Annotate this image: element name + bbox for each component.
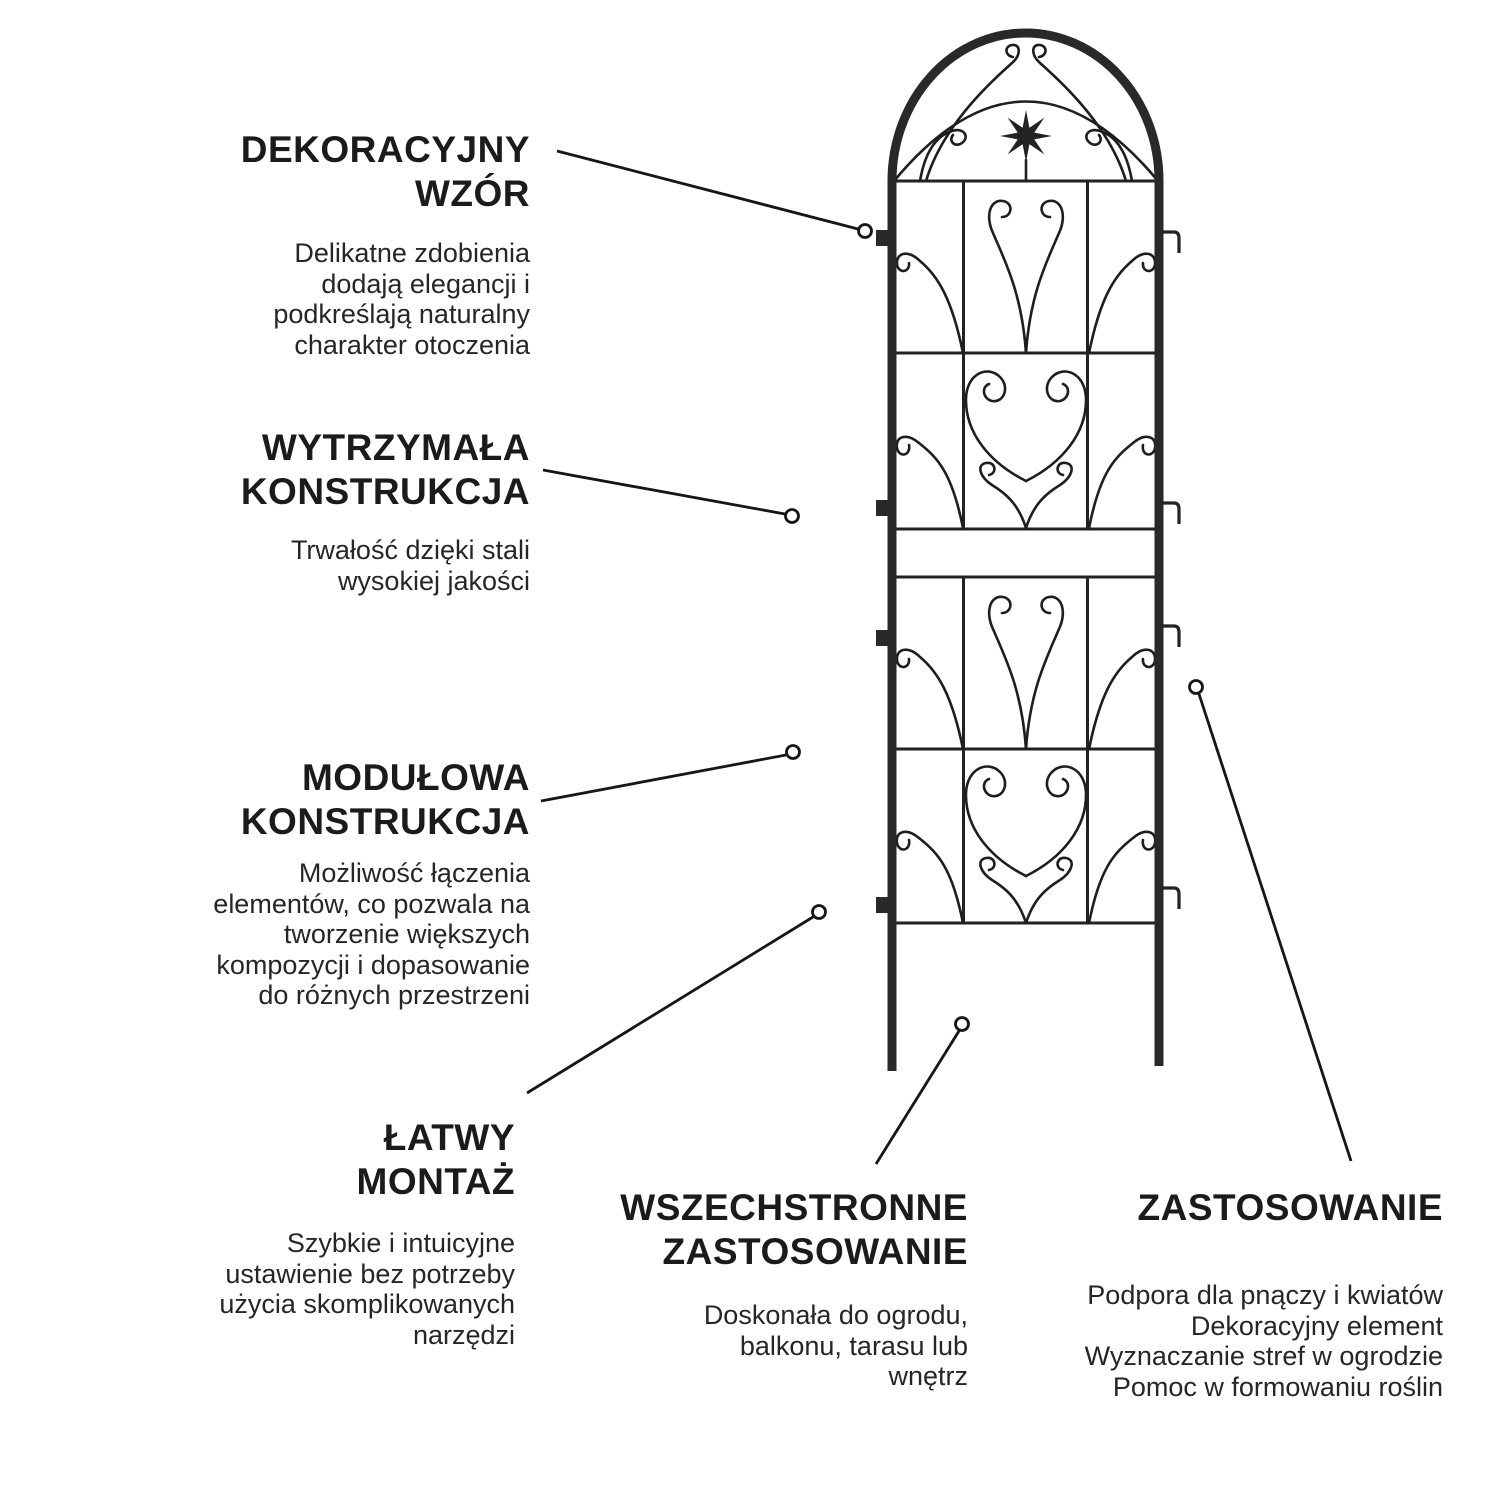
feature-title: MODUŁOWA KONSTRUKCJA bbox=[240, 757, 530, 842]
feature-zastosowanie bbox=[973, 1186, 1443, 1402]
leader-wytrzymala-konstrukcja bbox=[543, 470, 799, 523]
feature-title: DEKORACYJNY WZÓR bbox=[240, 129, 530, 214]
feature-description: Trwałość dzięki stali wysokiej jakości bbox=[290, 535, 530, 596]
feature-latwy-montaz bbox=[75, 1116, 515, 1350]
feature-dekoracyjny-wzor bbox=[110, 128, 530, 360]
leader-ring bbox=[786, 510, 799, 523]
feature-wszechstronne-zastosowanie bbox=[538, 1186, 968, 1392]
callout-leaders bbox=[527, 151, 1351, 1164]
feature-title: ŁATWY MONTAŻ bbox=[356, 1117, 515, 1202]
leader-dekoracyjny-wzor bbox=[557, 151, 872, 238]
leader-latwy-montaz bbox=[527, 906, 826, 1094]
feature-title: WSZECHSTRONNE ZASTOSOWANIE bbox=[620, 1187, 968, 1272]
leader-ring bbox=[956, 1018, 969, 1031]
garden-trellis-illustration bbox=[876, 33, 1179, 1071]
feature-modulowa-konstrukcja bbox=[30, 756, 530, 1011]
feature-description: Szybkie i intuicyjne ustawienie bez potrzeby użycia skomplikowanych narzędzi bbox=[219, 1228, 515, 1350]
leader-ring bbox=[1190, 681, 1203, 694]
trellis-tier-3 bbox=[897, 597, 1155, 749]
trellis-tier-4 bbox=[897, 767, 1155, 923]
leader-ring bbox=[813, 906, 826, 919]
trellis-frame bbox=[892, 33, 1159, 1071]
trellis-connector-hooks bbox=[1162, 232, 1179, 909]
feature-title: WYTRZYMAŁA KONSTRUKCJA bbox=[240, 427, 530, 512]
feature-description: Delikatne zdobienia dodają elegancji i podkreślają naturalny charakter otoczenia bbox=[273, 238, 530, 360]
leader-ring bbox=[787, 746, 800, 759]
feature-description: Doskonała do ogrodu, balkonu, tarasu lub wnętrz bbox=[703, 1300, 968, 1391]
trellis-tier-1 bbox=[897, 201, 1155, 353]
flower-icon bbox=[1000, 110, 1052, 162]
leader-zastosowanie bbox=[1190, 681, 1352, 1162]
feature-title: ZASTOSOWANIE bbox=[1137, 1187, 1443, 1228]
feature-description: Podpora dla pnączy i kwiatów Dekoracyjny element Wyznaczanie stref w ogrodzie Pomoc w formowaniu roślin bbox=[1084, 1280, 1443, 1402]
feature-wytrzymala-konstrukcja bbox=[110, 426, 530, 596]
feature-description: Możliwość łączenia elementów, co pozwala na tworzenie większych kompozycji i dopasowanie do różnych przestrzeni bbox=[213, 858, 530, 1010]
leader-modulowa-konstrukcja bbox=[541, 746, 800, 802]
trellis-connector-tabs bbox=[876, 230, 889, 913]
trellis-tier-2 bbox=[897, 372, 1155, 528]
leader-ring bbox=[859, 225, 872, 238]
trellis-rails bbox=[893, 181, 1158, 923]
